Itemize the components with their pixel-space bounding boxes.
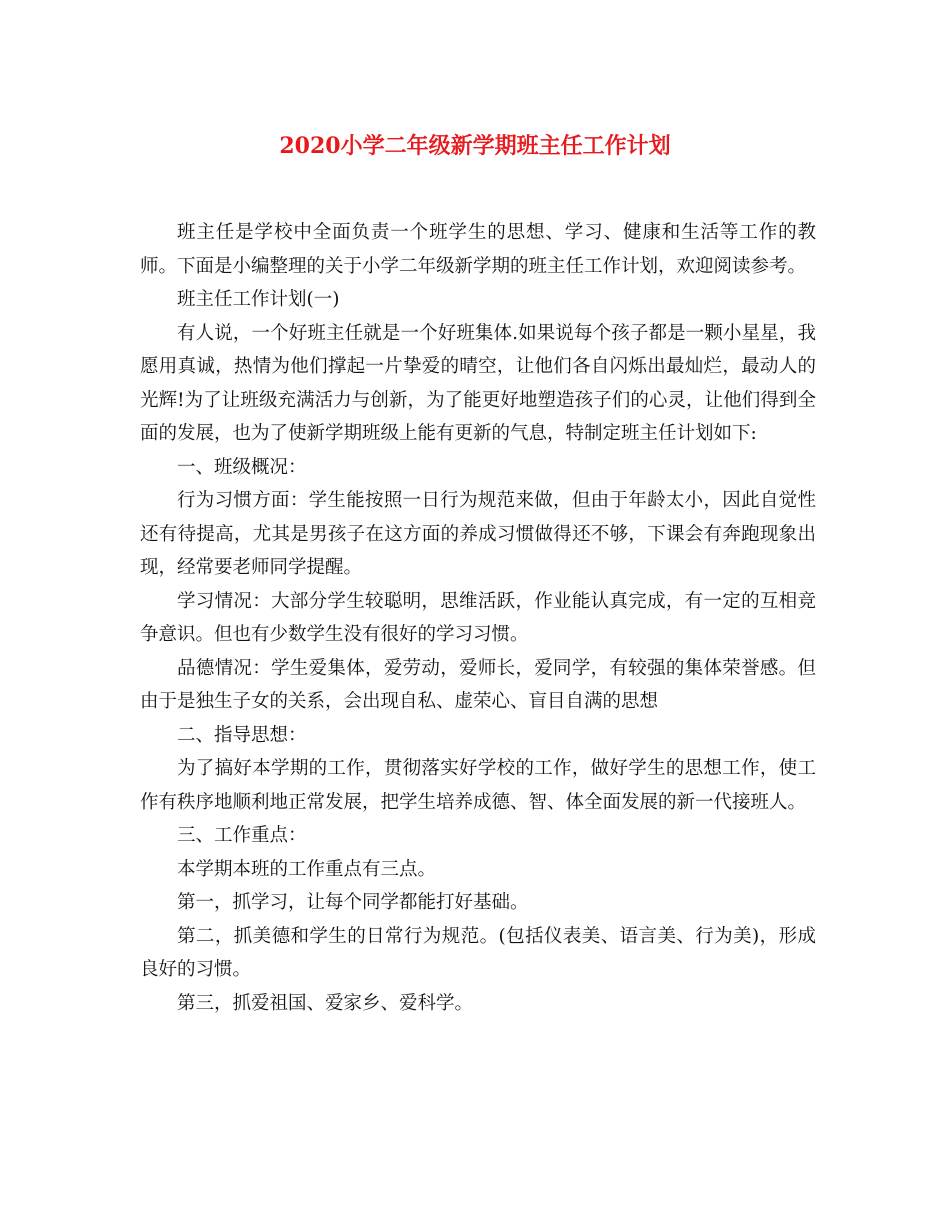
morality-paragraph: 品德情况：学生爱集体，爱劳动，爱师长，爱同学，有较强的集体荣誉感。但由于是独生子女的关系，会出现自私、虚荣心、盲目自满的思想 (140, 657, 816, 712)
work-focus-intro: 本学期本班的工作重点有三点。 (177, 858, 437, 880)
intro-paragraph: 班主任是学校中全面负责一个班学生的思想、学习、健康和生活等工作的教师。下面是小编整理的关于小学二年级新学期的班主任工作计划，欢迎阅读参考。 (140, 222, 816, 277)
section-heading-guiding-thought: 二、指导思想： (177, 724, 307, 746)
focus-item-second: 第二，抓美德和学生的日常行为规范。(包括仪表美、语言美、行为美)，形成良好的习惯。 (140, 925, 816, 980)
behavior-paragraph: 行为习惯方面：学生能按照一日行为规范来做，但由于年龄太小，因此自觉性还有待提高，尤其是男孩子在这方面的养成习惯做得还不够，下课会有奔跑现象出现，经常要老师同学提醒。 (140, 490, 816, 578)
document-title: 2020小学二年级新学期班主任工作计划 (279, 133, 671, 159)
section-heading-class-overview: 一、班级概况： (177, 456, 307, 478)
plan-heading: 班主任工作计划(一) (177, 289, 340, 310)
focus-item-third: 第三，抓爱祖国、爱家乡、爱科学。 (177, 992, 474, 1014)
focus-item-first: 第一，抓学习，让每个同学都能打好基础。 (177, 892, 529, 913)
guiding-thought-paragraph: 为了搞好本学期的工作，贯彻落实好学校的工作，做好学生的思想工作，使工作有秩序地顺利地正常发展，把学生培养成德、智、体全面发展的新一代接班人。 (140, 758, 816, 813)
opening-paragraph: 有人说，一个好班主任就是一个好班集体.如果说每个孩子都是一颗小星星，我愿用真诚，热情为他们撑起一片挚爱的晴空，让他们各自闪烁出最灿烂，最动人的光辉!为了让班级充满活力与创新，为了能更好地塑造孩子们的心灵，让他们得到全面的发展，也为了使新学期班级上能有更新的气息，特制定班主任计划如下: (140, 322, 816, 444)
study-paragraph: 学习情况：大部分学生较聪明，思维活跃，作业能认真完成，有一定的互相竞争意识。但也有少数学生没有很好的学习习惯。 (140, 590, 816, 645)
section-heading-work-focus: 三、工作重点： (177, 825, 307, 846)
document-body (140, 216, 816, 1020)
